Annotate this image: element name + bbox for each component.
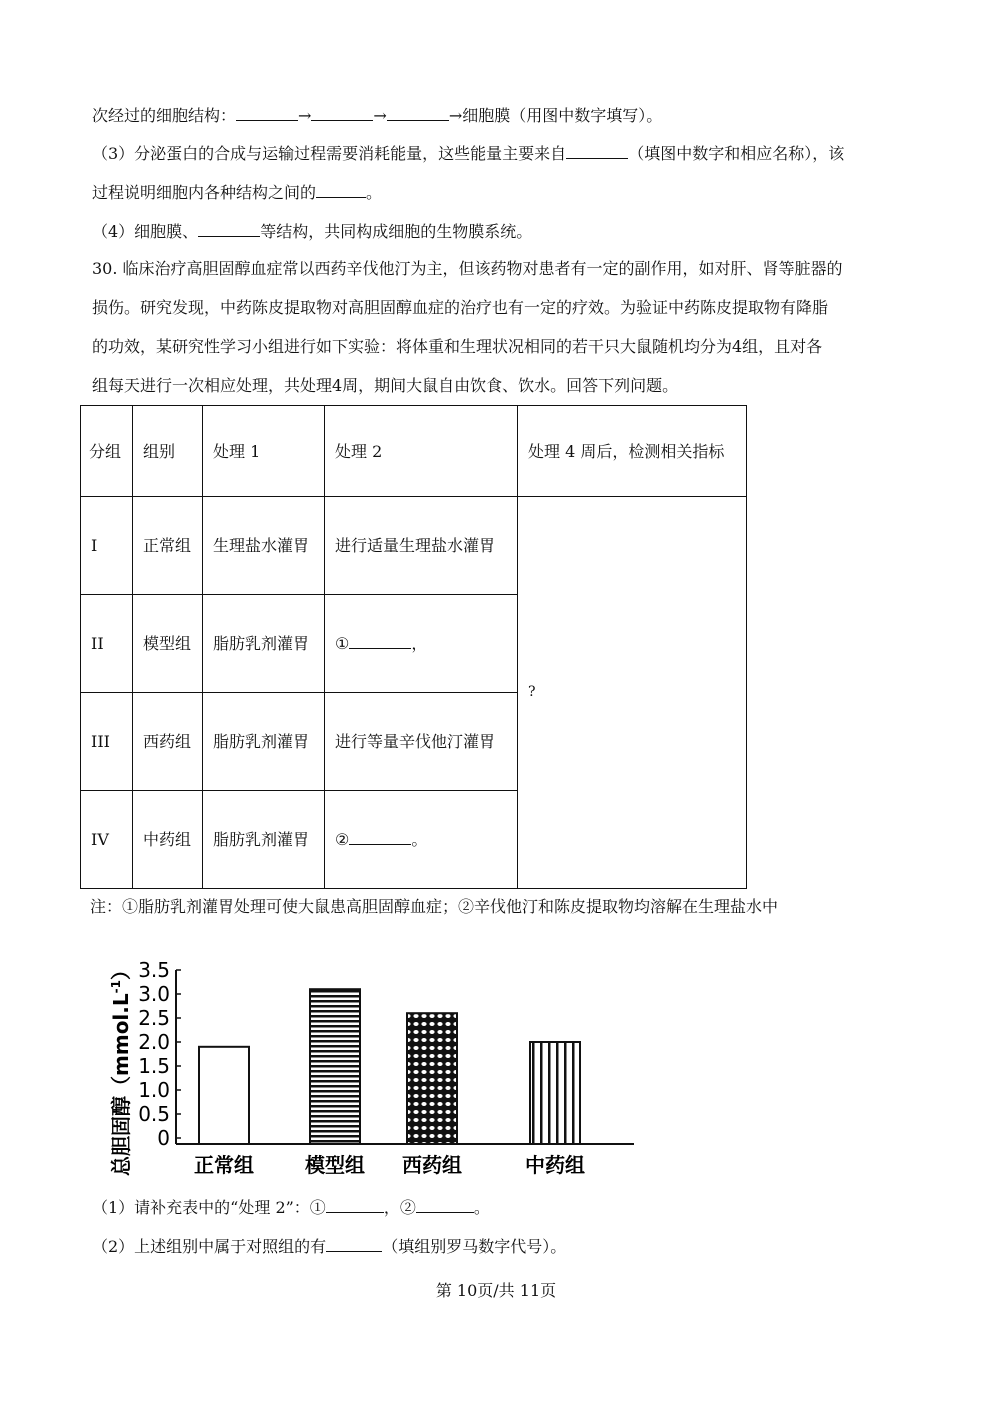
- treatment2-blank-cell: ② 。: [325, 791, 518, 889]
- blank-structures: [316, 181, 366, 198]
- blank-membrane: [198, 220, 260, 237]
- treatment1-cell: 脂肪乳剂灌胃: [203, 693, 325, 791]
- sub-question-2: （2）上述组别中属于对照组的有 （填组别罗马数字代号）。: [92, 1237, 567, 1256]
- blank-treatment-1: [349, 632, 411, 649]
- question-30-line-4: 组每天进行一次相应处理，共处理4周，期间大鼠自由饮食、饮水。回答下列问题。: [92, 376, 679, 395]
- name-cell: 正常组: [133, 497, 203, 595]
- treatment2-cell: 进行等量辛伐他汀灌胃: [325, 693, 518, 791]
- y-tick-label: 2.0: [138, 1030, 170, 1054]
- header-cell: 处理 2: [325, 406, 518, 497]
- sub-question-1: （1）请补充表中的“处理 2”：① ，② 。: [92, 1198, 490, 1217]
- name-cell: 模型组: [133, 595, 203, 693]
- table-row: [81, 497, 747, 595]
- treatment1-cell: 脂肪乳剂灌胃: [203, 791, 325, 889]
- svg-text:总胆固醇（mmol.L-1）: [109, 960, 133, 1176]
- x-category-label: 中药组: [525, 1153, 585, 1177]
- x-labels: [194, 1153, 585, 1177]
- bar: [530, 1042, 580, 1144]
- treatment2-blank-cell: ① ，: [325, 595, 518, 693]
- blank-q1-b: [416, 1196, 474, 1213]
- y-tick-label: 1.0: [138, 1078, 170, 1102]
- y-tick-label: 2.5: [138, 1006, 170, 1030]
- cholesterol-bar-chart: [100, 940, 660, 1194]
- bar: [407, 1013, 457, 1144]
- blank-1: [236, 104, 298, 121]
- question-30-line-3: 的功效，某研究性学习小组进行如下实验：将体重和生理状况相同的若干只大鼠随机均分为4组，且对各: [92, 337, 823, 356]
- table-header-row: [81, 406, 747, 497]
- y-axis-label-text: 总胆固醇（mmol.L: [109, 993, 133, 1176]
- treatment1-cell: 脂肪乳剂灌胃: [203, 595, 325, 693]
- y-axis-label-end: ）: [109, 960, 133, 981]
- y-tick-label: 3.0: [138, 982, 170, 1006]
- y-tick-label: 0.5: [138, 1102, 170, 1126]
- table-note: 注：①脂肪乳剂灌胃处理可使大鼠患高胆固醇血症；②辛伐他汀和陈皮提取物均溶解在生理盐水中: [90, 897, 779, 916]
- name-cell: 中药组: [133, 791, 203, 889]
- bars: [199, 989, 580, 1144]
- text-line-1: 次经过的细胞结构： → → →细胞膜（用图中数字填写）。: [92, 106, 663, 125]
- group-cell: IV: [81, 791, 133, 889]
- x-category-label: 模型组: [305, 1153, 365, 1177]
- blank-3: [387, 104, 449, 121]
- question-30-line-2: 损伤。研究发现，中药陈皮提取物对高胆固醇血症的治疗也有一定的疗效。为验证中药陈皮提取物有降脂: [92, 298, 829, 317]
- treatment1-cell: 生理盐水灌胃: [203, 497, 325, 595]
- text-line-2: （3）分泌蛋白的合成与运输过程需要消耗能量，这些能量主要来自 （填图中数字和相应名称），该: [92, 144, 845, 163]
- bar: [199, 1047, 249, 1144]
- text-line-4: （4）细胞膜、 等结构，共同构成细胞的生物膜系统。: [92, 222, 533, 241]
- experiment-table: [80, 405, 747, 889]
- blank-q1-a: [326, 1196, 384, 1213]
- page-footer: 第 10页/共 11页: [435, 1281, 557, 1300]
- blank-energy: [566, 142, 628, 159]
- group-cell: I: [81, 497, 133, 595]
- y-axis-label-sup: -1: [109, 980, 123, 994]
- header-cell: 分组: [81, 406, 133, 497]
- blank-q2: [326, 1235, 382, 1252]
- text-line-3: 过程说明细胞内各种结构之间的 。: [92, 183, 383, 202]
- header-cell: 组别: [133, 406, 203, 497]
- result-cell: ?: [518, 497, 747, 889]
- blank-treatment-2: [349, 828, 411, 845]
- chart-svg: [100, 940, 660, 1190]
- group-cell: II: [81, 595, 133, 693]
- y-tick-label: 3.5: [138, 958, 170, 982]
- blank-2: [311, 104, 373, 121]
- x-category-label: 正常组: [194, 1153, 254, 1177]
- header-cell: 处理 1: [203, 406, 325, 497]
- treatment2-cell: 进行适量生理盐水灌胃: [325, 497, 518, 595]
- bar: [310, 989, 360, 1144]
- group-cell: III: [81, 693, 133, 791]
- x-category-label: 西药组: [402, 1153, 462, 1177]
- y-tick-label: 0: [157, 1126, 170, 1150]
- y-tick-label: 1.5: [138, 1054, 170, 1078]
- y-axis-label: [109, 960, 133, 1176]
- header-cell: 处理 4 周后，检测相关指标: [518, 406, 747, 497]
- name-cell: 西药组: [133, 693, 203, 791]
- question-30-line-1: 30. 临床治疗高胆固醇血症常以西药辛伐他汀为主，但该药物对患者有一定的副作用，如对肝、肾等脏器的: [92, 259, 843, 278]
- y-ticks: [138, 958, 181, 1150]
